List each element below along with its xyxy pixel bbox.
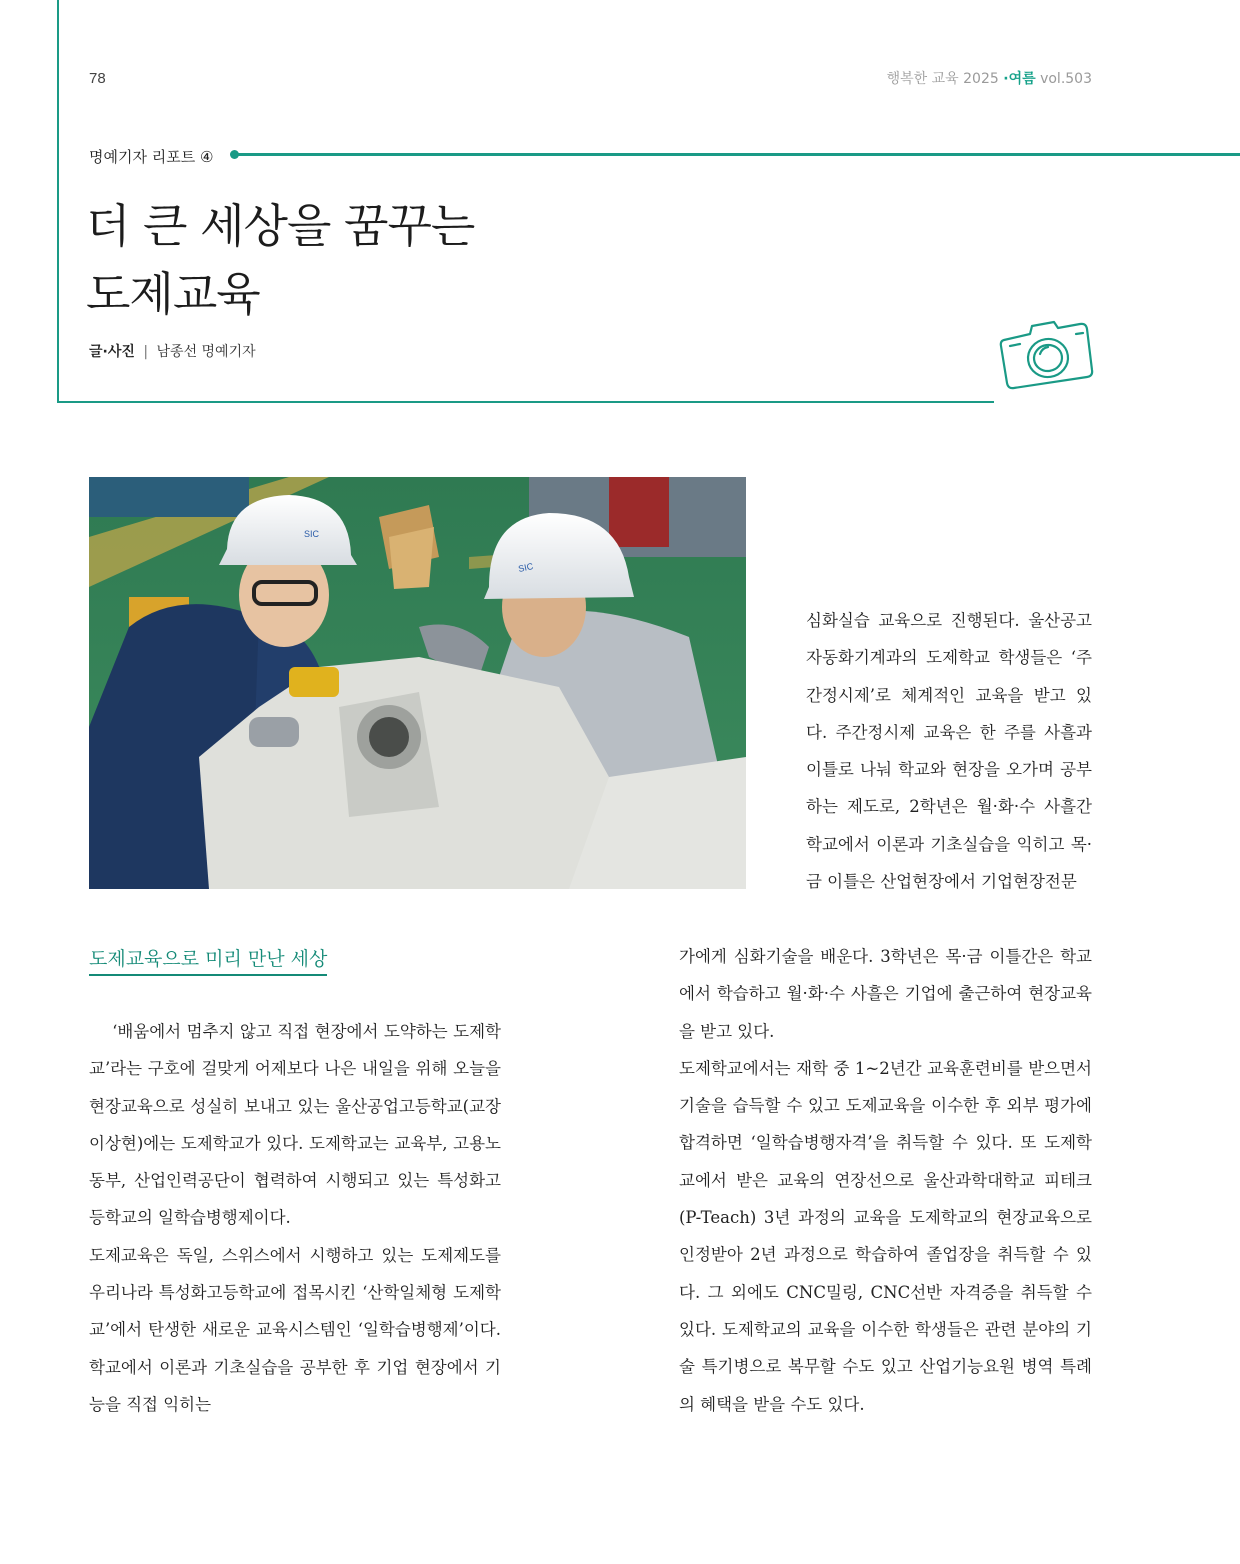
byline-separator: | [143,344,149,360]
body-column-left [89,1013,501,1423]
running-header [887,68,1092,88]
byline-role: 글·사진 [89,344,135,360]
article-title [86,192,474,328]
workshop-photo-illustration [89,477,746,889]
paragraph: 가에게 심화기술을 배운다. 3학년은 목·금 이틀간은 학교에서 학습하고 월·화·수 사흘은 기업에 출근하여 현장교육을 받고 있다. [679,947,1092,1041]
article-photo [89,477,746,889]
section-heading: 도제교육으로 미리 만난 세상 [89,944,327,976]
series-rule [232,153,1240,156]
paragraph: 심화실습 교육으로 진행된다. 울산공고 자동화기계과의 도제학교 학생들은 ‘주간정시제’로 체계적인 교육을 받고 있다. 주간정시제 교육은 한 주를 사흘과 이틀로 나눠 학교와 현장을 오가며 공부하는 제도로, 2학년은 월·화·수 사흘간 학교에서 이론과 기초실습을 익히고 목·금 이틀은 산업현장에서 기업현장전문 [806,611,1092,892]
body-column-right-top [806,602,1092,900]
paragraph: 도제교육은 독일, 스위스에서 시행하고 있는 도제제도를 우리나라 특성화고등학교에 접목시킨 ‘산학일체형 도제학교’에서 탄생한 새로운 교육시스템인 ‘일학습병행제’이다. 학교에서 이론과 기초실습을 공부한 후 기업 현장에서 기능을 직접 익히는 [89,1245,501,1414]
frame-vertical-rule [57,0,59,403]
series-label: 명예기자 리포트 ④ [89,148,214,166]
title-line-2: 도제교육 [86,267,260,321]
byline-author: 남종선 명예기자 [156,344,256,360]
page-number: 78 [89,70,106,87]
season-badge: ·여름 [1003,71,1036,87]
title-line-1: 더 큰 세상을 꿈꾸는 [86,199,475,253]
camera-icon [996,314,1094,396]
byline [89,341,256,361]
body-column-right [679,938,1092,1423]
paragraph: 도제학교에서는 재학 중 1~2년간 교육훈련비를 받으면서 기술을 습득할 수 있고 도제교육을 이수한 후 외부 평가에 합격하면 ‘일학습병행자격’을 취득할 수 있다. 또 도제학교에서 받은 교육의 연장선으로 울산과학대학교 피테크(P-Teach) 3년 과정의 교육을 도제학교의 현장교육으로 인정받아 2년 과정으로 학습하여 졸업장을 취득할 수 있다. 그 외에도 CNC밀링, CNC선반 자격증을 취득할 수 있다. 도제학교의 교육을 이수한 학생들은 관련 분야의 기술 특기병으로 복무할 수도 있고 산업기능요원 병역 특례의 혜택을 받을 수도 있다. [679,1058,1092,1414]
frame-horizontal-rule [57,401,994,403]
paragraph: ‘배움에서 멈추지 않고 직접 현장에서 도약하는 도제학교’라는 구호에 걸맞게 어제보다 나은 내일을 위해 오늘을 현장교육으로 성실히 보내고 있는 울산공업고등학교(교장 이상현)에는 도제학교가 있다. 도제학교는 교육부, 고용노동부, 산업인력공단이 협력하여 시행되고 있는 특성화고등학교의 일학습병행제이다. [89,1022,501,1228]
helmet-brand-right: SIC [517,561,535,574]
magazine-name: 행복한 교육 2025 [886,71,999,87]
volume-number: vol.503 [1040,71,1092,87]
helmet-brand-left: SIC [304,529,320,539]
